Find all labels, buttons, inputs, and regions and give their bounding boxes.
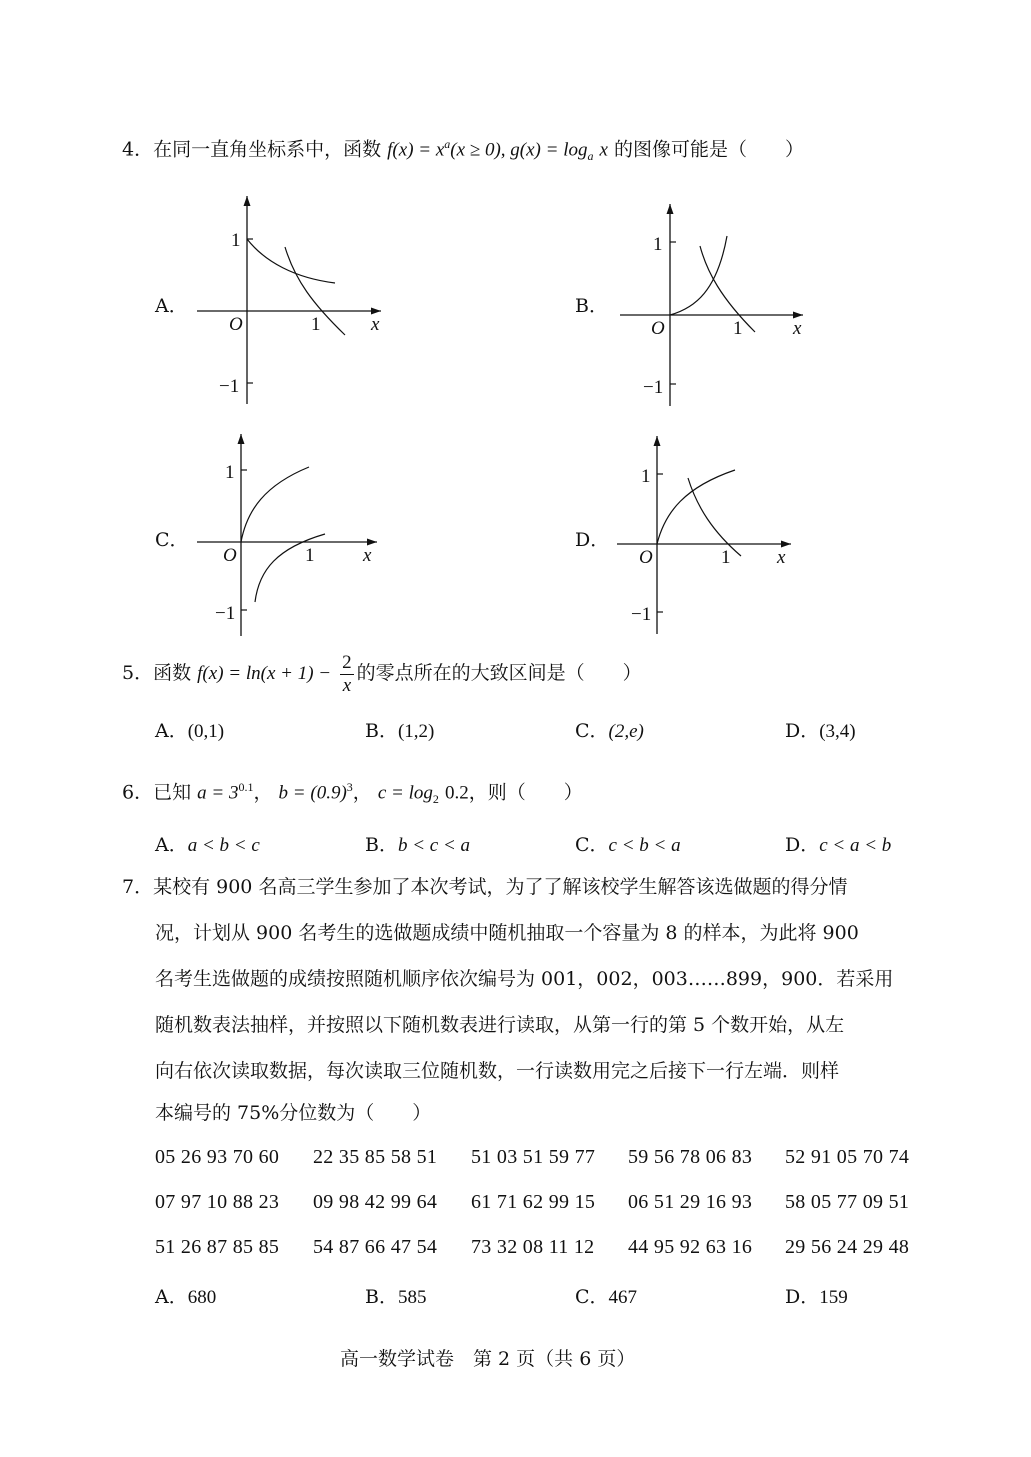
option-value: c < b < a — [608, 835, 681, 856]
option-label: B． — [365, 1286, 398, 1308]
q5-fraction — [340, 652, 354, 697]
label-origin: O — [229, 314, 243, 335]
option-value: 467 — [608, 1287, 638, 1308]
table-cell: 09 98 42 99 64 — [313, 1191, 438, 1213]
q4-graph-c — [185, 430, 395, 644]
label-neg-one: −1 — [219, 376, 240, 397]
table-cell: 05 26 93 70 60 — [155, 1146, 280, 1168]
page-footer: 高一数学试卷 第 2 页（共 6 页） — [340, 1348, 636, 1370]
q6-sep1: ， — [253, 781, 273, 804]
q6-stem — [122, 775, 583, 811]
option-label: C． — [575, 834, 609, 856]
option-value: (2,e) — [608, 721, 644, 742]
q4-label-d: D． — [575, 529, 610, 551]
q5-number: 5． — [122, 662, 154, 684]
q7-option-d — [785, 1282, 848, 1309]
label-x: x — [371, 314, 380, 335]
q4-f-cond: (x ≥ 0), g(x) = log — [450, 139, 588, 161]
option-value: b < c < a — [397, 835, 471, 856]
q5-suffix: 的零点所在的大致区间是（ ） — [356, 662, 642, 684]
label-neg-one: −1 — [215, 603, 236, 624]
q7-line-6: 本编号的 75%分位数为（ ） — [155, 1102, 432, 1124]
option-label: B． — [365, 834, 398, 856]
q6-suffix: ，则（ ） — [468, 781, 583, 804]
q5-prefix: 函数 — [153, 662, 192, 684]
q7-option-c — [575, 1282, 637, 1309]
q4-graph-d — [605, 432, 815, 646]
q4-stem — [122, 132, 804, 168]
option-label: D． — [785, 720, 820, 742]
label-one: 1 — [641, 466, 651, 487]
label-one: 1 — [231, 230, 241, 251]
table-cell: 73 32 08 11 12 — [471, 1236, 595, 1258]
q7-line-5: 向右依次读取数据，每次读取三位随机数，一行读数用完之后接下一行左端．则样 — [155, 1060, 840, 1082]
option-value: 680 — [187, 1287, 217, 1308]
q6-option-a — [155, 830, 260, 857]
table-cell: 51 26 87 85 85 — [155, 1236, 280, 1258]
label-x: x — [363, 545, 372, 566]
curve-g — [255, 534, 325, 602]
option-value: (1,2) — [397, 721, 435, 742]
y-axis-arrow — [238, 434, 245, 444]
option-label: A． — [155, 834, 188, 856]
label-one: 1 — [225, 462, 235, 483]
q6-prefix: 已知 — [153, 781, 192, 804]
q4-f-sup: a — [444, 137, 451, 151]
label-x-one: 1 — [311, 314, 321, 335]
option-value: 585 — [397, 1287, 427, 1308]
q5-stem — [122, 650, 642, 697]
option-label: D． — [785, 834, 820, 856]
option-label: B． — [365, 720, 398, 742]
q4-label-a: A． — [155, 295, 188, 317]
option-label: D． — [785, 1286, 820, 1308]
q7-line-4: 随机数表法抽样，并按照以下随机数表进行读取，从第一行的第 5 个数开始，从左 — [155, 1014, 845, 1036]
table-cell: 54 87 66 47 54 — [313, 1236, 438, 1258]
q7-text: 某校有 900 名高三学生参加了本次考试，为了了解该校学生解答该选做题的得分情 — [153, 876, 848, 898]
q6-b-expr: b = (0.9) — [278, 782, 347, 804]
table-cell: 58 05 77 09 51 — [785, 1191, 910, 1213]
q6-option-c — [575, 830, 681, 857]
q4-label-b: B． — [575, 295, 608, 317]
q5-frac-num: 2 — [342, 651, 352, 673]
q4-g-sub: a — [587, 149, 594, 164]
q6-a-sup: 0.1 — [238, 780, 254, 794]
q5-option-d — [785, 716, 856, 743]
q5-expr: f(x) = ln(x + 1) − — [197, 663, 332, 684]
option-label: C． — [575, 720, 609, 742]
label-x-one: 1 — [733, 318, 743, 339]
option-label: A． — [155, 720, 188, 742]
q6-a-expr: a = 3 — [197, 782, 239, 804]
q6-b-sup: 3 — [346, 780, 353, 794]
q7-number: 7． — [122, 876, 154, 898]
table-cell: 22 35 85 58 51 — [313, 1146, 438, 1168]
q6-sep2: ， — [352, 781, 372, 804]
q6-c-tail: 0.2 — [444, 782, 469, 804]
q5-option-b — [365, 716, 434, 743]
option-value: 159 — [819, 1287, 848, 1308]
table-cell: 51 03 51 59 77 — [471, 1146, 596, 1168]
label-neg-one: −1 — [631, 604, 652, 625]
label-one: 1 — [653, 234, 663, 255]
option-value: (0,1) — [187, 721, 225, 742]
table-cell: 59 56 78 06 83 — [628, 1146, 753, 1168]
q6-option-b — [365, 830, 470, 857]
y-axis-arrow — [244, 196, 251, 206]
q4-number: 4． — [122, 138, 154, 161]
q4-graph-a — [185, 190, 395, 414]
q7-option-a — [155, 1282, 216, 1309]
option-label: A． — [155, 1286, 188, 1308]
q6-c-sub: 2 — [432, 792, 439, 807]
option-value: c < a < b — [819, 835, 892, 856]
q7-option-b — [365, 1282, 426, 1309]
q6-option-d — [785, 830, 891, 857]
y-axis-arrow — [667, 204, 674, 214]
option-value: a < b < c — [187, 835, 260, 856]
label-origin: O — [639, 547, 653, 568]
y-axis-arrow — [654, 436, 661, 446]
label-origin: O — [651, 318, 665, 339]
table-cell: 07 97 10 88 23 — [155, 1191, 280, 1213]
table-cell: 29 56 24 29 48 — [785, 1236, 910, 1258]
q5-option-a — [155, 716, 224, 743]
q6-number: 6． — [122, 781, 154, 804]
table-cell: 52 91 05 70 74 — [785, 1146, 910, 1168]
option-label: C． — [575, 1286, 609, 1308]
q4-label-c: C． — [155, 529, 189, 551]
q7-line-3: 名考生选做题的成绩按照随机顺序依次编号为 001，002，003……899，900．若采用 — [155, 968, 894, 990]
table-cell: 61 71 62 99 15 — [471, 1191, 596, 1213]
curve-f — [657, 470, 735, 544]
q4-suffix: 的图像可能是（ ） — [614, 138, 805, 161]
label-x: x — [777, 547, 786, 568]
label-x-one: 1 — [305, 545, 315, 566]
q7-line-2: 况，计划从 900 名考生的选做题成绩中随机抽取一个容量为 8 的样本，为此将 900 — [155, 922, 859, 944]
curve-f — [670, 236, 727, 315]
table-cell: 44 95 92 63 16 — [628, 1236, 753, 1258]
label-x-one: 1 — [721, 547, 731, 568]
q6-c-expr: c = log — [377, 782, 433, 804]
q4-prefix: 在同一直角坐标系中，函数 — [153, 138, 382, 161]
curve-f — [241, 467, 309, 542]
label-x: x — [793, 318, 802, 339]
label-neg-one: −1 — [643, 377, 664, 398]
q7-line-1 — [122, 875, 847, 899]
q5-frac-den: x — [342, 674, 352, 696]
q4-graph-b — [605, 196, 815, 415]
q5-option-c — [575, 716, 644, 743]
label-origin: O — [223, 545, 237, 566]
q4-f-expr: f(x) = x — [387, 139, 445, 161]
option-value: (3,4) — [819, 721, 856, 742]
curve-f — [247, 239, 335, 283]
table-cell: 06 51 29 16 93 — [628, 1191, 753, 1213]
q4-g-tail: x — [599, 139, 608, 161]
